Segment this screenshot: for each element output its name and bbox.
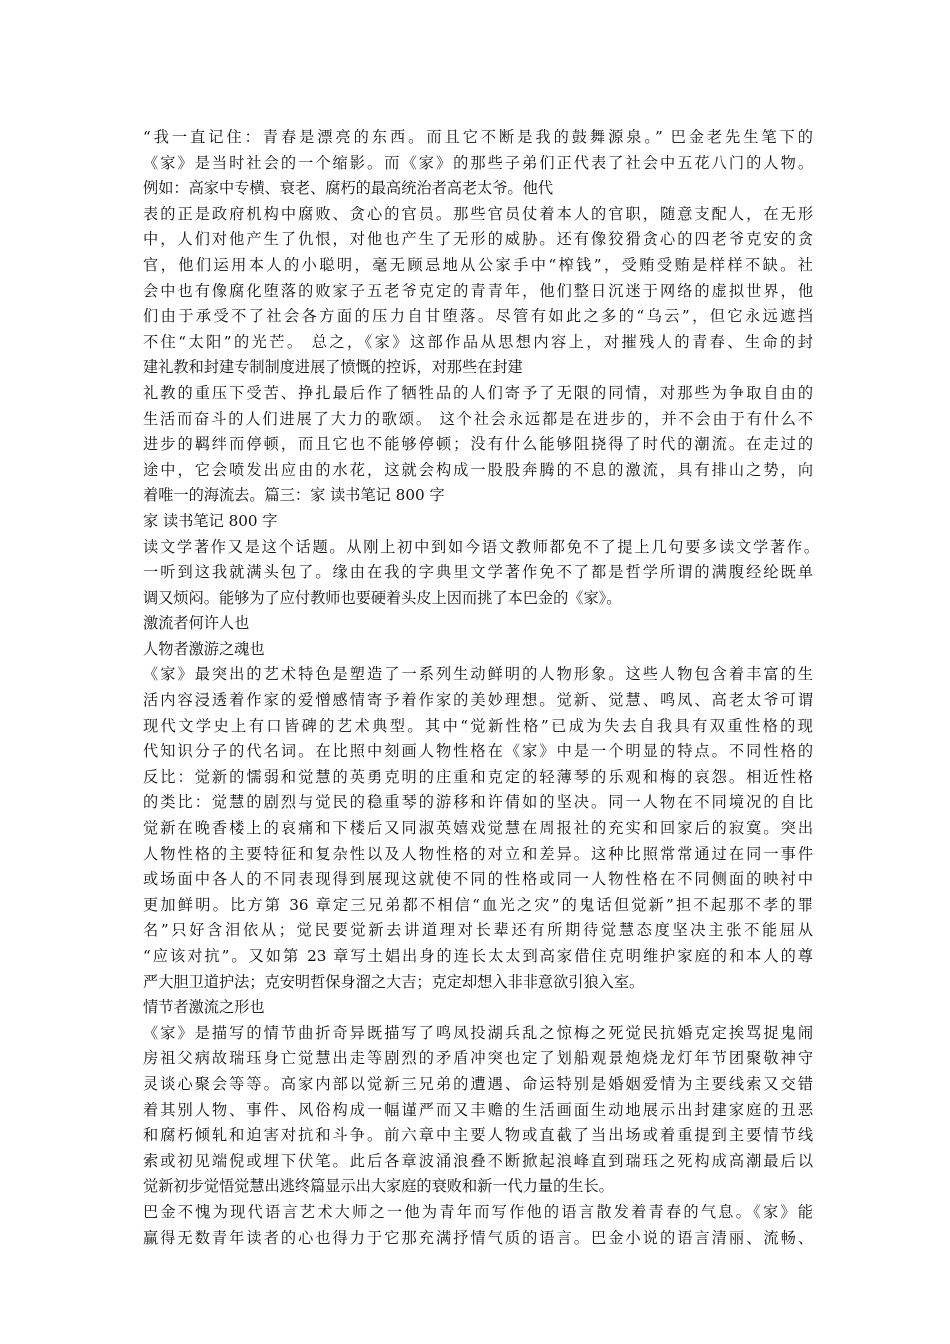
text-line: 或场面中各人的不同表现得到展现这就使不同的性格或同一人物性格在不同侧面的映衬中 (143, 870, 813, 889)
text-line: 途中，它会喷发出应由的水花，这就会构成一股股奔腾的不息的激流，具有排山之势，向 (143, 460, 813, 479)
text-line: 灵谈心聚会等等。高家内部以觉新三兄弟的遭遇、命运特别是婚姻爱情为主要线索又交错 (143, 1074, 813, 1093)
text-line: 赢得无数青年读者的心也得力于它那充满抒情气质的语言。巴金小说的语言清丽、流畅、 (143, 1228, 813, 1247)
text-line: 读文学著作又是这个话题。从刚上初中到如今语文教师都免不了提上几句要多读文学著作。 (143, 537, 819, 556)
text-line: 一听到这我就满头包了。缘由在我的字典里文学著作免不了都是哲学所谓的满腹经纶既单 (143, 563, 813, 582)
text-line: 代知识分子的代名词。在比照中刻画人物性格在《家》中是一个明显的特点。不同性格的 (143, 742, 813, 761)
text-line: 《家》是描写的情节曲折奇异既描写了鸣凤投湖兵乱之惊梅之死觉民抗婚克定挨骂捉鬼闹 (143, 1023, 813, 1042)
text-line: 调又烦闷。能够为了应付教师也要硬着头皮上因而挑了本巴金的《家》。 (143, 588, 622, 607)
text-line: 名”只好含泪依从；觉民要觉新去讲道理对长辈还有所期待觉慧态度坚决主张不能屈从 (143, 921, 813, 940)
text-line: 例如：高家中专横、衰老、腐朽的最高统治者高老太爷。他代 (143, 179, 554, 198)
text-line: 情节者激流之形也 (143, 998, 265, 1017)
text-line: 《家》最突出的艺术特色是塑造了一系列生动鲜明的人物形象。这些人物包含着丰富的生 (143, 665, 813, 684)
text-line: 巴金不愧为现代语言艺术大师之一他为青年而写作他的语言散发着青春的气息。《家》能 (143, 1202, 813, 1221)
text-line: 会中也有像腐化堕落的败家子五老爷克定的青青年，他们整日沉迷于网络的虚拟世界，他 (143, 281, 813, 300)
text-line: 觉新初步觉悟觉慧出逃终篇显示出大家庭的衰败和新一代力量的生长。 (143, 1177, 614, 1196)
document-body (143, 125, 819, 1251)
text-line: 表的正是政府机构中腐败、贪心的官员。那些官员仗着本人的官职，随意支配人，在无形 (143, 204, 813, 223)
text-line: 严大胆卫道护法；克安明哲保身溜之大吉；克定却想入非非意欲引狼入室。 (143, 972, 645, 991)
text-line: 活内容浸透着作家的爱憎感情寄予着作家的美妙理想。觉新、觉慧、鸣凤、高老太爷可谓 (143, 691, 813, 710)
text-line: 觉新在晚香楼上的哀痛和下楼后又同淑英嬉戏觉慧在周报社的充实和回家后的寂寞。突出 (143, 819, 813, 838)
text-line: 房祖父病故瑞珏身亡觉慧出走等剧烈的矛盾冲突也定了划船观景炮烧龙灯年节团聚敬神守 (143, 1049, 813, 1068)
text-line: 官，他们运用本人的小聪明，毫无顾忌地从公家手中“榨钱”，受贿受贿是样样不缺。社 (143, 255, 813, 274)
text-line: 着唯一的海流去。篇三：家 读书笔记 800 字 (143, 486, 445, 505)
text-line: 索或初见端倪或埋下伏笔。此后各章波涌浪叠不断掀起浪峰直到瑞珏之死构成高潮最后以 (143, 1151, 813, 1170)
text-line: 人物者激游之魂也 (143, 639, 265, 658)
text-line: 家 读书笔记 800 字 (143, 511, 278, 530)
text-line: 的类比：觉慧的剧烈与觉民的稳重琴的游移和许倩如的坚决。同一人物在不同境况的自比 (143, 793, 813, 812)
text-line: 反比：觉新的懦弱和觉慧的英勇克明的庄重和克定的轻薄琴的乐观和梅的哀怨。相近性格 (143, 767, 813, 786)
text-line: 礼教的重压下受苦、挣扎最后作了牺牲品的人们寄予了无限的同情，对那些为争取自由的 (143, 383, 813, 402)
text-line: 进步的羁绊而停顿，而且它也不能够停顿；没有什么能够阻挠得了时代的潮流。在走过的 (143, 435, 813, 454)
text-line: 中，人们对他产生了仇恨，对他也产生了无形的威胁。还有像狡猾贪心的四老爷克安的贪 (143, 230, 813, 249)
text-line: 着其别人物、事件、风俗构成一幅谨严而又丰赡的生活画面生动地展示出封建家庭的丑恶 (143, 1100, 813, 1119)
text-line: 建礼教和封建专制制度进展了愤慨的控诉，对那些在封建 (143, 358, 523, 377)
text-line: 《家》是当时社会的一个缩影。而《家》的那些子弟们正代表了社会中五花八门的人物。 (143, 153, 813, 172)
text-line: 不住“太阳”的光芒。 总之，《家》这部作品从思想内容上，对摧残人的青春、生命的封 (143, 332, 813, 351)
text-line: “我一直记住：青春是漂亮的东西。而且它不断是我的鼓舞源泉。” 巴金老先生笔下的 (143, 128, 813, 146)
text-line: 更加鲜明。比方第 36 章定三兄弟都不相信“血光之灾”的鬼话但觉新”担不起那不孝的罪 (143, 895, 813, 914)
text-line: 和腐朽倾轧和迫害对抗和斗争。前六章中主要人物或直截了当出场或着重提到主要情节线 (143, 1126, 813, 1145)
text-line: 生活而奋斗的人们进展了大力的歌颂。 这个社会永远都是在进步的，并不会由于有什么不 (143, 409, 813, 428)
text-line: 们由于承受不了社会各方面的压力自甘堕落。尽管有如此之多的“乌云”，但它永远遮挡 (143, 307, 813, 326)
text-line: 激流者何许人也 (143, 614, 250, 633)
text-line: 人物性格的主要特征和复杂性以及人物性格的对立和差异。这种比照常常通过在同一事件 (143, 844, 813, 863)
text-line: “应该对抗”。又如第 23 章写土娼出身的连长太太到高家借住克明维护家庭的和本人的尊 (143, 947, 813, 965)
text-line: 现代文学史上有口皆碑的艺术典型。其中“觉新性格”已成为失去自我具有双重性格的现 (143, 716, 813, 735)
